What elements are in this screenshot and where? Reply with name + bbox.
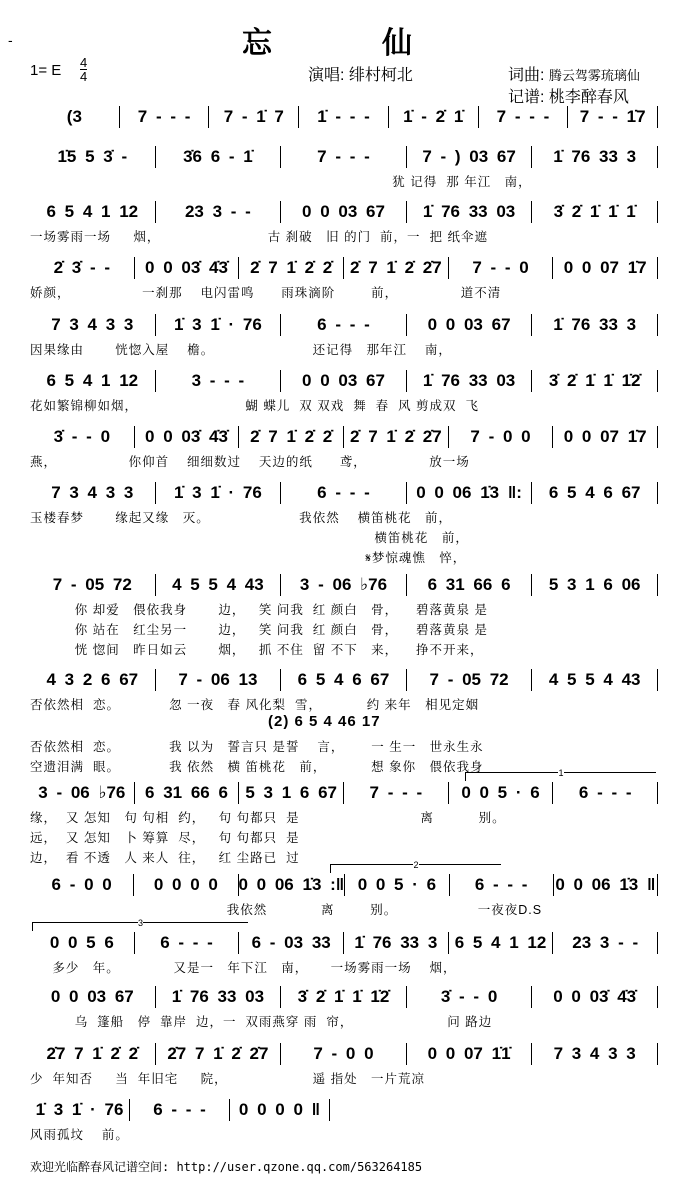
lyric-line: 因果缘由 恍惚入屋 檐。 还记得 那年江 南， [30,343,452,357]
lyric-line: 乌 篷船 停 靠岸 边，一 双雨燕穿 雨 帘， 问 路边 [30,1015,493,1029]
dash-mark: - [8,32,13,48]
measure: 5 3 1 6 67 [239,782,344,804]
measure: 7 3 4 3 3 [30,314,156,336]
measure: 23 3 - - [156,201,282,223]
measure: 6 - - - [281,482,407,504]
lyric-line: 空遗泪满 眼。 我 依然 横 笛桃花 前， 想 象你 偎依我身 [30,760,484,774]
lyric-line: 边， 看 不透 人 来人 往， 红 尘路已 过 [30,851,300,865]
measure: 7 - - 0 [449,257,554,279]
volta-bracket [465,768,656,781]
composer-credit [508,62,640,85]
notation-system [30,574,658,596]
measure: 0 0 06 1̇3 ‖ [554,874,658,896]
lyric-line: 犹 记得 那 年江 南， [30,175,532,189]
notation-system [30,106,658,128]
measure: 7 - - - [344,782,449,804]
composer-name: 腾云驾雾琉璃仙 [548,68,640,83]
measure: 0 0 03 67 [281,201,407,223]
notation-system [30,669,658,691]
song-title: 忘 仙 [242,26,452,61]
measure: 3 - 06 ♭76 [281,574,407,596]
measure: 3̇ 2̇ 1̇ 1̇ 1̇2̇ [281,986,407,1008]
measure: 7 - 1̇ 7 [209,106,299,128]
measure: 2̇ 3̇ - - [30,257,135,279]
measure: 2̇7 7 1̇ 2̇ 2̇ [30,1043,156,1065]
measure: 7 - - - [120,106,210,128]
notation-system [30,426,658,448]
measure: 23 3 - - [553,932,658,954]
lyric-line: 一场雾雨一场 烟， 古 刹破 旧 的门 前，一 把 纸伞遮 [30,230,488,244]
measure: 7 3 4 3 3 [532,1043,658,1065]
lyric-line: 否依然相 恋。 忽 一夜 春 风化梨 雪， 约 来年 相见定姻 [30,698,480,712]
measure: 7 - 06 13 [156,669,282,691]
lyric-line: 玉楼春梦 缘起又缘 灭。 我依然 横笛桃花 前， [30,511,452,525]
key-signature: 1= E [30,62,62,79]
lyric-line: 远， 又 怎知 卜 筹算 尽， 句 句都只 是 [30,831,300,845]
measure: 1̇ - - - [299,106,389,128]
volta-number: 2 [413,860,419,870]
measure: 7 - 0 0 [281,1043,407,1065]
measure: 1̇ 76 33 03 [407,370,533,392]
measure: 0 0 06 1̇3 ‖: [407,482,533,504]
measure: 1̇ 76 33 3 [532,314,658,336]
measure: 3 - - - [156,370,282,392]
lyric-line: 否依然相 恋。 我 以为 誓言只 是誓 言， 一 生一 世永生永 [30,740,484,754]
measure: 0 0 06 1̇3 :‖ [238,875,345,894]
measure: 6 - - - [281,314,407,336]
measure: 0 0 5 · 6 [449,782,554,804]
measure: 1̇ 76 33 3 [344,932,449,954]
measure: 0 0 5 · 6 [345,874,449,896]
lyric-line: 少 年知否 当 年旧宅 院， 遥 指处 一片荒凉 [30,1072,425,1086]
measure: 2̇7 7 1̇ 2̇ 2̇7 [156,1043,282,1065]
measure: 6 5 4 6 67 [532,482,658,504]
lyric-line: 你 却爱 偎依我身 边， 笑 问我 红 颜白 骨， 碧落黄泉 是 [30,603,489,617]
measure: 1̇ - 2̇ 1̇ [389,106,479,128]
singer-credit: 演唱: 绯村柯北 [308,67,413,84]
measure: 6 - 03 33 [239,932,344,954]
measure: 7 3 4 3 3 [30,482,156,504]
measure: 0 0 07 1̇7 [553,257,658,279]
lyric-line: 恍 惚间 昨日如云 烟， 抓 不住 留 不下 来， 挣不开来， [30,643,484,657]
measure: 0 0 03 67 [30,986,156,1008]
time-bottom: 4 [80,69,88,84]
measure: 6 31 66 6 [135,782,240,804]
measure: 6 - - - [450,874,554,896]
lyric-line: 我依然 离 别。 一夜夜D.S [30,903,543,917]
measure: 4 3 2 6 67 [30,669,156,691]
notation-system [30,314,658,336]
measure: 0 0 0 0 [134,874,238,896]
notation-system [30,782,658,804]
measure: 3̇ 2̇ 1̇ 1̇ 1̇ [532,201,658,223]
measure: 7 - - 1̇7 [568,106,658,128]
measure: 4 5 5 4 43 [532,669,658,691]
measure: 0 0 03̇ 4̇3̇ [135,426,240,448]
notation-system [30,1099,330,1121]
notation-system [30,1043,658,1065]
measure: 7 - - - [479,106,569,128]
notation-system [30,874,658,896]
time-signature [80,56,87,83]
measure: 0 0 03 67 [407,314,533,336]
notation-system [30,932,658,954]
measure: 1̇5 5 3̇ - [30,146,156,168]
measure: 7 - ) 03 67 [407,146,533,168]
measure: 0 0 07 1̇7 [553,426,658,448]
measure: 0 0 03̇ 4̇3̇ [135,257,240,279]
measure: 3̇6 6 - 1̇ [156,146,282,168]
measure: (3 [30,106,120,128]
composer-label: 词曲: [508,67,545,84]
lyric-line: 燕， 你仰首 细细数过 天边的纸 鸢， 放一场 [30,455,470,469]
alternate-notes: (2) 6 5 4 46 17 [268,713,381,730]
measure: 7 - - - [281,146,407,168]
measure: 3̇ 2̇ 1̇ 1̇ 1̇2̇ [532,370,658,392]
measure: 6 5 4 1 12 [30,370,156,392]
measure: 3̇ - - 0 [30,426,135,448]
volta-bracket [330,860,501,873]
measure: 3̇ - - 0 [407,986,533,1008]
volta-number: 1 [558,768,564,778]
measure: 1̇ 76 33 03 [407,201,533,223]
measure: 0 0 5 6 [30,932,135,954]
footer-link[interactable]: 欢迎光临醉春风记谱空间: http://user.qzone.qq.com/563264185 [30,1160,423,1174]
notation-system [30,146,658,168]
measure: 1̇ 3 1̇ · 76 [156,314,282,336]
measure: 6 - - - [130,1099,230,1121]
measure: 2̇ 7 1̇ 2̇ 2̇ [239,426,344,448]
measure: 6 5 4 6 67 [281,669,407,691]
measure: 1̇ 76 33 3 [532,146,658,168]
measure: 7 - 0 0 [449,426,554,448]
lyric-line: 𝄋梦惊魂憔 悴， [30,551,467,565]
measure: 6 - - - [553,782,658,804]
notation-system [30,370,658,392]
lyric-line: 缘， 又 怎知 句 句相 约， 句 句都只 是 离 别。 [30,811,506,825]
lyric-line: 你 站在 红尘另一 边， 笑 问我 红 颜白 骨， 碧落黄泉 是 [30,623,489,637]
notation-system [30,482,658,504]
lyric-line: 花如繁锦柳如烟， 蝴 蝶儿 双 双戏 舞 春 风 剪成双 飞 [30,399,479,413]
measure: 6 - 0 0 [30,874,134,896]
lyric-line: 风雨孤坟 前。 [30,1128,129,1142]
volta-number: 3 [137,918,143,928]
measure: 4 5 5 4 43 [156,574,282,596]
measure: 3 - 06 ♭76 [30,782,135,804]
measure: 1̇ 3 1̇ · 76 [30,1099,130,1121]
volta-bracket [32,918,248,931]
measure: 0 0 07 1̇1̇ [407,1043,533,1065]
measure: 7 - 05 72 [407,669,533,691]
measure: 6 5 4 1 12 [30,201,156,223]
lyric-line: 娇颜， 一刹那 电闪雷鸣 雨珠滴阶 前， 道不清 [30,286,502,300]
time-top: 4 [80,55,88,70]
measure: 5 3 1 6 06 [532,574,658,596]
measure: 6 5 4 1 12 [449,932,554,954]
measure: 0 0 0 0 ‖ [230,1099,330,1121]
measure: 1̇ 3 1̇ · 76 [156,482,282,504]
notation-system [30,986,658,1008]
measure: 0 0 03̇ 4̇3̇ [532,986,658,1008]
lyric-line: 多少 年。 又是一 年下江 南， 一场雾雨一场 烟， [30,961,457,975]
measure: 6 31 66 6 [407,574,533,596]
notator-credit: 记谱: 桃李醉春风 [508,89,629,106]
measure: 0 0 03 67 [281,370,407,392]
notation-system [30,257,658,279]
notation-system [30,201,658,223]
measure: 7 - 05 72 [30,574,156,596]
lyric-line: 横笛桃花 前， [30,531,469,545]
measure: 2̇ 7 1̇ 2̇ 2̇7 [344,426,449,448]
measure: 2̇ 7 1̇ 2̇ 2̇7 [344,257,449,279]
measure: 1̇ 76 33 03 [156,986,282,1008]
measure: 6 - - - [135,932,240,954]
measure: 2̇ 7 1̇ 2̇ 2̇ [239,257,344,279]
